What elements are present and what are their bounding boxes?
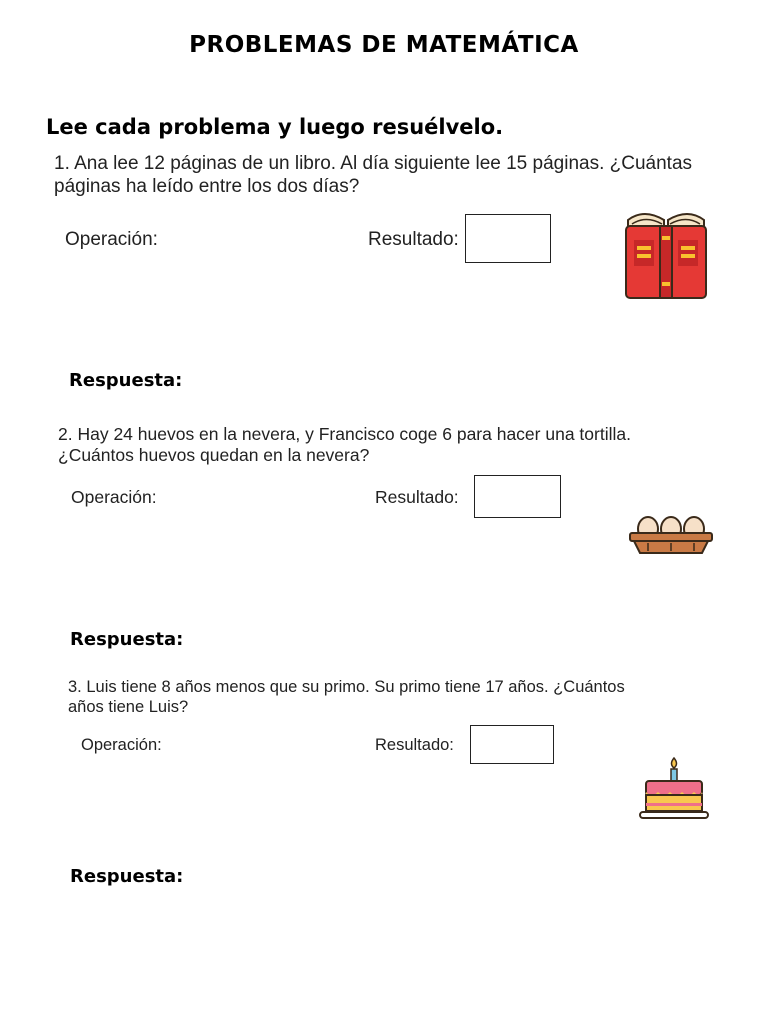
problem-2-line-1: 2. Hay 24 huevos en la nevera, y Francisco coge 6 para hacer una tortilla. (58, 424, 631, 444)
problem-3-result-box[interactable] (470, 725, 554, 764)
problem-2-result-label: Resultado: (375, 487, 459, 507)
problem-3-result-label: Resultado: (375, 736, 454, 754)
problem-3-text (68, 677, 625, 717)
instruction-heading: Lee cada problema y luego resuélvelo. (46, 115, 504, 139)
problem-3-line-1: 3. Luis tiene 8 años menos que su primo. Su primo tiene 17 años. ¿Cuántos (68, 678, 625, 696)
problem-2-result-box[interactable] (474, 475, 561, 518)
book-icon (622, 206, 710, 306)
problem-1-text (54, 152, 692, 198)
problem-1-operation-label: Operación: (65, 229, 158, 250)
problem-2-answer-label: Respuesta: (70, 629, 184, 650)
problem-1-result-label: Resultado: (368, 229, 459, 250)
problem-1-answer-label: Respuesta: (69, 370, 183, 391)
problem-3-line-2: años tiene Luis? (68, 698, 189, 717)
birthday-cake-icon (638, 756, 710, 828)
problem-2-operation-label: Operación: (71, 487, 157, 507)
problem-3-operation-label: Operación: (81, 736, 162, 754)
problem-1-result-box[interactable] (465, 214, 551, 263)
problem-1-line-1: 1. Ana lee 12 páginas de un libro. Al día siguiente lee 15 páginas. ¿Cuántas (54, 153, 693, 174)
problem-1-line-2: páginas ha leído entre los dos días? (54, 176, 360, 198)
egg-carton-icon (628, 513, 714, 559)
problem-2-text (58, 424, 631, 467)
page-title: PROBLEMAS DE MATEMÁTICA (189, 32, 579, 58)
problem-3-answer-label: Respuesta: (70, 866, 184, 887)
problem-2-line-2: ¿Cuántos huevos quedan en la nevera? (58, 445, 370, 466)
